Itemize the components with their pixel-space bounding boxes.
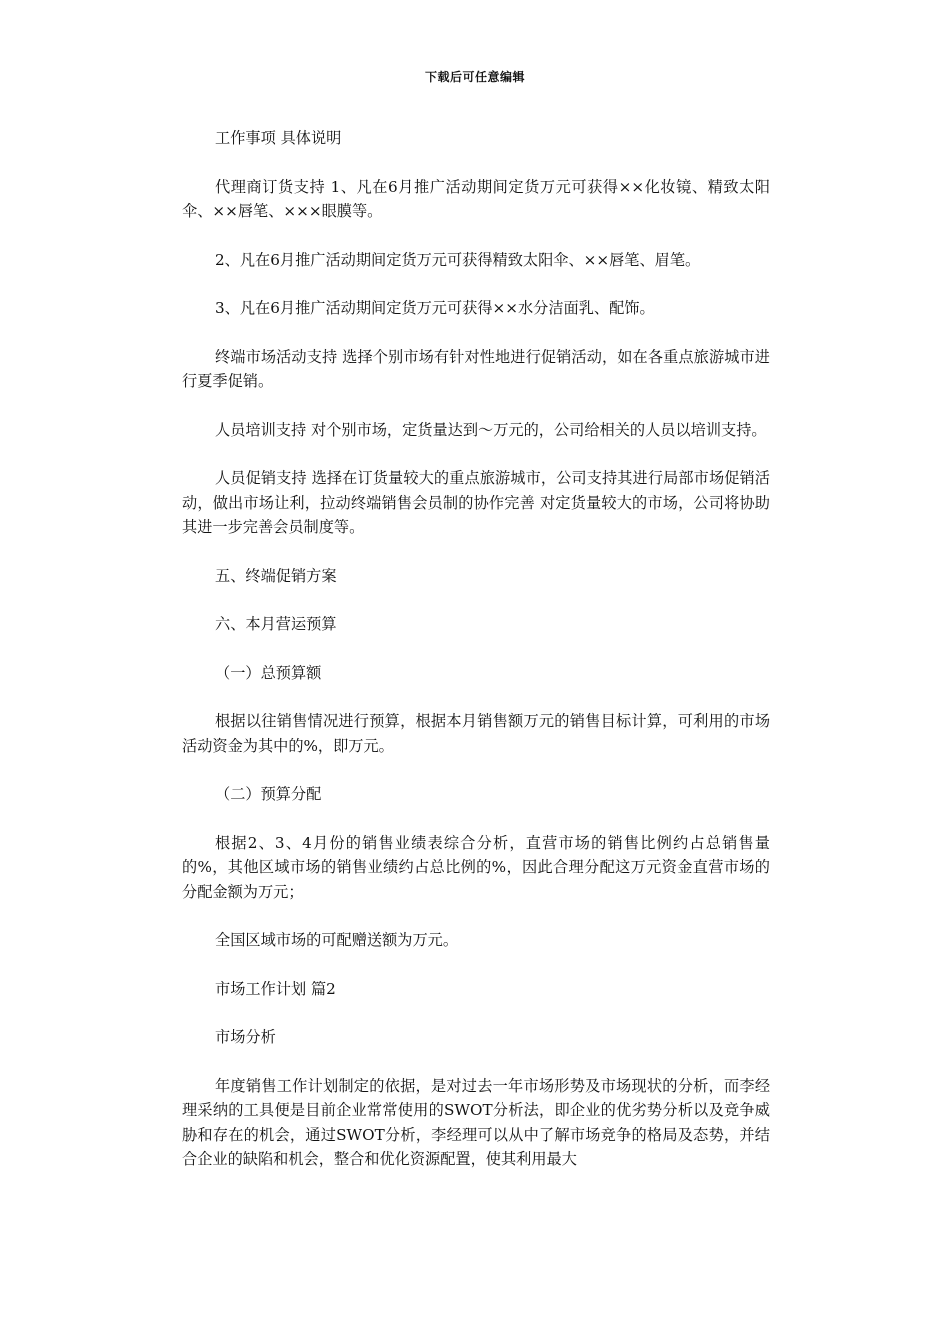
heading-terminal-promotion-plan: 五、终端促销方案 (215, 566, 337, 585)
heading-monthly-budget: 六、本月营运预算 (215, 615, 337, 633)
paragraph-swot-analysis: 年度销售工作计划制定的依据，是对过去一年市场形势及市场现状的分析，而李经理采纳的工具便是目前企业常常使用的SWOT分析法，即企业的优劣势分析以及竞争威胁和存在的机会，通过SWOT分析，李经理可以从中了解市场竞争的格局及态势，并结合企业的缺陷和机会，整合和优化资源配置，使其利用最大 (182, 1076, 770, 1168)
header-note: 下载后可任意编辑 (424, 70, 525, 84)
heading-budget-allocation: （二）预算分配 (215, 785, 322, 803)
paragraph-agent-order-support: 代理商订货支持 1、凡在6月推广活动期间定货万元可获得××化妆镜、精致太阳伞、××唇笔、×××眼膜等。 (182, 177, 770, 220)
heading-total-budget: （一）总预算额 (215, 663, 322, 682)
heading-market-analysis: 市场分析 (215, 1028, 276, 1046)
paragraph-allocation-analysis: 根据2、3、4月份的销售业绩表综合分析，直营市场的销售比例约占总销售量的%，其他区域市场的销售业绩约占总比例的%，因此合理分配这万元资金直营市场的分配金额为万元； (182, 833, 770, 901)
paragraph-staff-training-support: 人员培训支持 对个别市场，定货量达到～万元的，公司给相关的人员以培训支持。 (215, 420, 767, 439)
heading-market-plan-part2: 市场工作计划 篇2 (215, 979, 336, 998)
paragraph-order-reward-2: 2、凡在6月推广活动期间定货万元可获得精致太阳伞、××唇笔、眉笔。 (215, 250, 701, 269)
document-body (182, 126, 770, 1196)
paragraph-national-gift-amount: 全国区域市场的可配赠送额为万元。 (215, 931, 458, 949)
paragraph-order-reward-3: 3、凡在6月推广活动期间定货万元可获得××水分洁面乳、配饰。 (215, 299, 655, 317)
paragraph-work-items: 工作事项 具体说明 (215, 129, 342, 147)
paragraph-budget-basis: 根据以往销售情况进行预算，根据本月销售额万元的销售目标计算，可利用的市场活动资金为其中的%，即万元。 (182, 712, 770, 755)
paragraph-staff-promotion-support: 人员促销支持 选择在订货量较大的重点旅游城市，公司支持其进行局部市场促销活动，做出市场让利，拉动终端销售会员制的协作完善 对定货量较大的市场，公司将协助其进一步完善会员制度等。 (182, 469, 770, 536)
paragraph-terminal-market-support: 终端市场活动支持 选择个别市场有针对性地进行促销活动，如在各重点旅游城市进行夏季促销。 (182, 347, 770, 390)
